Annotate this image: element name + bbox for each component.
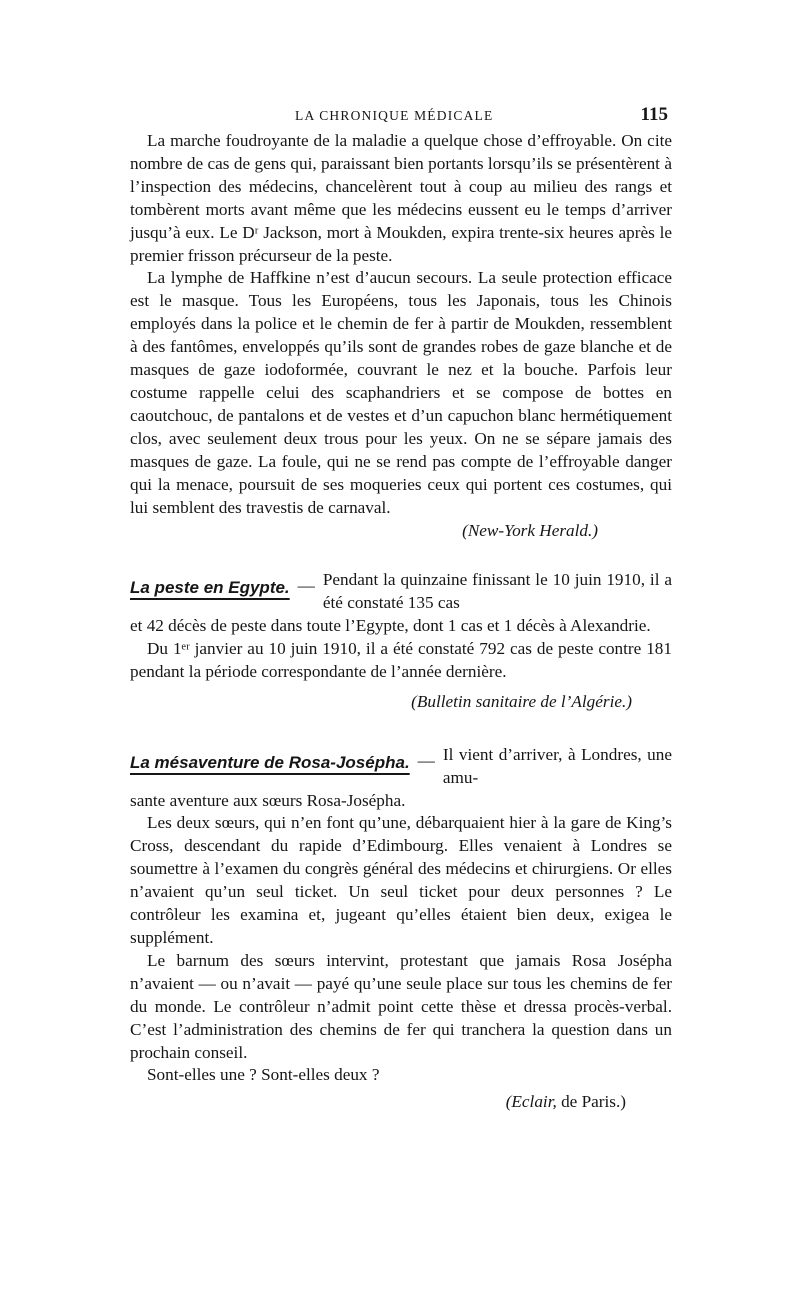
running-title: LA CHRONIQUE MÉDICALE: [295, 108, 494, 123]
paragraph: La marche foudroyante de la maladie a quelque chose d’effroyable. On cite nombre de cas de gens qui, paraissant bien portants lorsqu’ils se présentèrent à l’inspection des médecins, chancelèrent tout à coup au milieu des rangs et tombèrent morts avant même que les médecins eussent eu le temps d’arriver jusqu’à eux. Le Dʳ Jackson, mort à Moukden, expira trente-six heures après le premier frisson précurseur de la peste.: [130, 131, 672, 265]
article-heading-line: [130, 569, 672, 615]
article-title: La peste en Egypte.: [130, 578, 290, 598]
title-dash: —: [297, 576, 315, 596]
article-heading-line: [130, 744, 672, 790]
page-header: [130, 104, 670, 130]
source-citation: (Bulletin sanitaire de l’Algérie.): [411, 691, 632, 711]
article-lead-text: Pendant la quinzaine finissant le 10 juin 1910, il a été constaté 135 cas: [322, 570, 672, 613]
plague-egypt-article: [130, 569, 672, 713]
article-lead-text: Il vient d’arriver, à Londres, une amu-: [442, 744, 672, 787]
rosa-josepha-article: [130, 744, 672, 1115]
source-italic: (Eclair,: [505, 1092, 557, 1112]
paragraph: La lymphe de Haffkine n’est d’aucun secours. La seule protection efficace est le masque. Tous les Européens, tous les Japonais, tous les Chinois employés dans la police et le chemin de fer à partir de Moukden, ressemblent à des fantômes, enveloppés qu’ils sont de grandes robes de gaze blanche et de masques de gaze iodoformée, couvrant le nez et la bouche. Parfois leur costume rappelle celui des scaphandriers et se compose de bottes en caoutchouc, de pantalons et de vestes et d’un capuchon blanc hermétiquement clos, avec seulement deux trous pour les yeux. On ne se sépare jamais des masques de gaze. La foule, qui ne se rend pas compte de l’effroyable danger qui la menace, poursuit de ses moqueries ceux qui portent ces costumes, qui lui semblent des travestis de carnaval.: [130, 268, 672, 517]
paragraph: sante aventure aux sœurs Rosa-Josépha.: [130, 790, 406, 810]
paragraph: Sont-elles une ? Sont-elles deux ?: [147, 1065, 380, 1085]
source-plain: de Paris.): [556, 1092, 626, 1112]
plague-manchuria-article: [130, 130, 672, 543]
paragraph: Les deux sœurs, qui n’en font qu’une, débarquaient hier à la gare de King’s Cross, descendant du rapide d’Edimbourg. Elles venaient à Londres se soumettre à l’examen du congrès général des médecins et chirurgiens. Or elles n’avaient qu’un seul ticket. Un seul ticket pour deux personnes ? Le contrôleur les examina et, jugeant qu’elles étaient bien deux, exigea le supplément.: [130, 813, 672, 947]
paragraph: Le barnum des sœurs intervint, protestant que jamais Rosa Josépha n’avaient — ou n’avait — payé qu’une seule place sur tous les chemins de fer du monde. Le contrôleur n’admit point cette thèse et dressa procès-verbal. C’est l’administration des chemins de fer qui tranchera la question dans un prochain conseil.: [130, 950, 672, 1062]
title-dash: —: [417, 750, 435, 770]
paragraph: et 42 décès de peste dans toute l’Egypte, dont 1 cas et 1 décès à Alexandrie.: [130, 616, 651, 636]
paragraph: Du 1ᵉʳ janvier au 10 juin 1910, il a été constaté 792 cas de peste contre 181 pendant la période correspondante de l’année dernière.: [130, 639, 672, 681]
article-title: La mésaventure de Rosa-Josépha.: [130, 752, 410, 772]
source-citation: [130, 1091, 672, 1114]
page-number: 115: [640, 104, 668, 125]
page-body: [130, 130, 672, 1114]
source-citation: (New-York Herald.): [462, 521, 598, 541]
